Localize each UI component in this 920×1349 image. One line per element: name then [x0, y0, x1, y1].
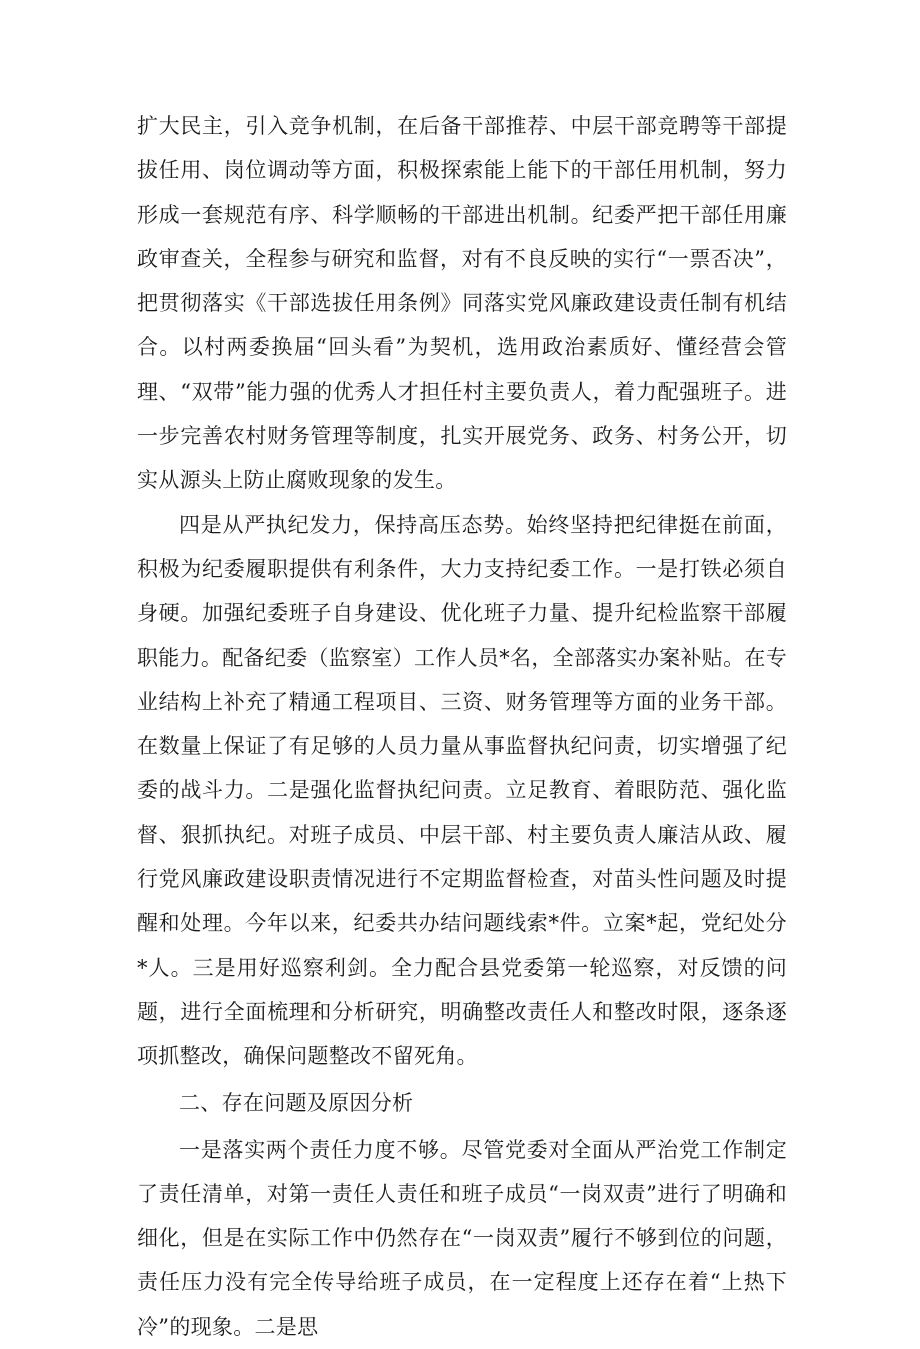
section-heading: 二、存在问题及原因分析 — [179, 1090, 414, 1115]
paragraph-continuation: 扩大民主，引入竞争机制，在后备干部推荐、中层干部竞聘等干部提拔任用、岗位调动等方面，积极探索能上能下的干部任用机制，努力形成一套规范有序、科学顺畅的干部进出机制。纪委严把干部任用廉政审查关，全程参与研究和监督，对有不良反映的实行“一票否决”，把贯彻落实《干部选拔任用条例》同落实党风廉政建设责任制有机结合。以村两委换届“回头看”为契机，选用政治素质好、懂经营会管理、“双带”能力强的优秀人才担任村主要负责人，着力配强班子。进一步完善农村财务管理等制度，扎实开展党务、政务、村务公开，切实从源头上防止腐败现象的发生。 — [137, 114, 787, 493]
document-body — [137, 104, 787, 1349]
paragraph-discipline: 四是从严执纪发力，保持高压态势。始终坚持把纪律挺在前面，积极为纪委履职提供有利条件，大力支持纪委工作。一是打铁必须自身硬。加强纪委班子自身建设、优化班子力量、提升纪检监察干部履职能力。配备纪委（监察室）工作人员*名，全部落实办案补贴。在专业结构上补充了精通工程项目、三资、财务管理等方面的业务干部。在数量上保证了有足够的人员力量从事监督执纪问责，切实增强了纪委的战斗力。二是强化监督执纪问责。立足教育、着眼防范、强化监督、狠抓执纪。对班子成员、中层干部、村主要负责人廉洁从政、履行党风廉政建设职责情况进行不定期监督检查，对苗头性问题及时提醒和处理。今年以来，纪委共办结问题线索*件。立案*起，党纪处分*人。三是用好巡察利剑。全力配合县党委第一轮巡察，对反馈的问题，进行全面梳理和分析研究，明确整改责任人和整改时限，逐条逐项抓整改，确保问题整改不留死角。 — [137, 512, 787, 1069]
paragraph-problems: 一是落实两个责任力度不够。尽管党委对全面从严治党工作制定了责任清单，对第一责任人责任和班子成员“一岗双责”进行了明确和细化，但是在实际工作中仍然存在“一岗双责”履行不够到位的问题，责任压力没有完全传导给班子成员，在一定程度上还存在着“上热下冷”的现象。二是思 — [137, 1137, 787, 1339]
